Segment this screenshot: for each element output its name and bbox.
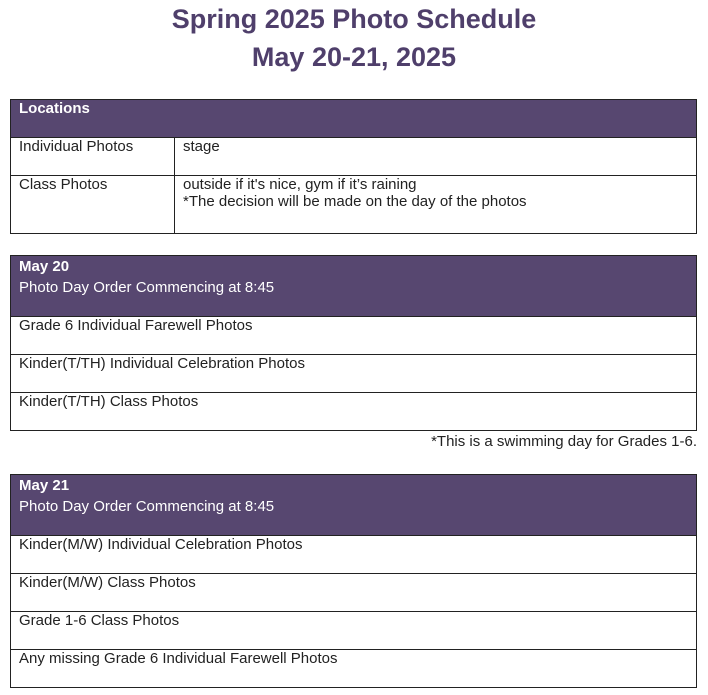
table-row	[11, 574, 697, 612]
day-subtitle: Photo Day Order Commencing at 8:45	[19, 279, 275, 296]
day-header	[11, 256, 697, 317]
table-row	[11, 650, 697, 688]
table-row	[11, 393, 697, 431]
title-line-2: May 20-21, 2025	[251, 42, 457, 72]
schedule-item: Kinder(T/TH) Class Photos	[11, 393, 697, 431]
locations-header-row	[11, 100, 697, 138]
location-value-text: stage	[183, 138, 220, 155]
swimming-note: *This is a swimming day for Grades 1-6.	[431, 433, 697, 450]
table-row	[11, 536, 697, 574]
location-value	[175, 176, 697, 234]
locations-table	[10, 99, 697, 234]
schedule-item: Grade 6 Individual Farewell Photos	[11, 317, 697, 355]
day-date: May 20	[19, 258, 70, 275]
day-header-row	[11, 475, 697, 536]
location-row	[11, 138, 697, 176]
table-row	[11, 612, 697, 650]
location-value	[175, 138, 697, 176]
location-value-note: *The decision will be made on the day of the photos	[183, 193, 527, 210]
day-table-may-20	[10, 255, 697, 431]
page-title	[0, 0, 708, 76]
day-header	[11, 475, 697, 536]
location-label: Individual Photos	[11, 138, 175, 176]
schedule-item: Kinder(T/TH) Individual Celebration Photos	[11, 355, 697, 393]
location-label: Class Photos	[11, 176, 175, 234]
day-header-row	[11, 256, 697, 317]
day-subtitle: Photo Day Order Commencing at 8:45	[19, 498, 275, 515]
title-line-1: Spring 2025 Photo Schedule	[171, 4, 537, 34]
location-value-text: outside if it's nice, gym if it’s raining	[183, 176, 417, 193]
schedule-item: Kinder(M/W) Class Photos	[11, 574, 697, 612]
schedule-item: Any missing Grade 6 Individual Farewell Photos	[11, 650, 697, 688]
day-date: May 21	[19, 477, 70, 494]
table-row	[11, 317, 697, 355]
schedule-item: Kinder(M/W) Individual Celebration Photos	[11, 536, 697, 574]
schedule-item: Grade 1-6 Class Photos	[11, 612, 697, 650]
location-row	[11, 176, 697, 234]
day-table-may-21	[10, 474, 697, 688]
table-row	[11, 355, 697, 393]
locations-header: Locations	[11, 100, 697, 138]
